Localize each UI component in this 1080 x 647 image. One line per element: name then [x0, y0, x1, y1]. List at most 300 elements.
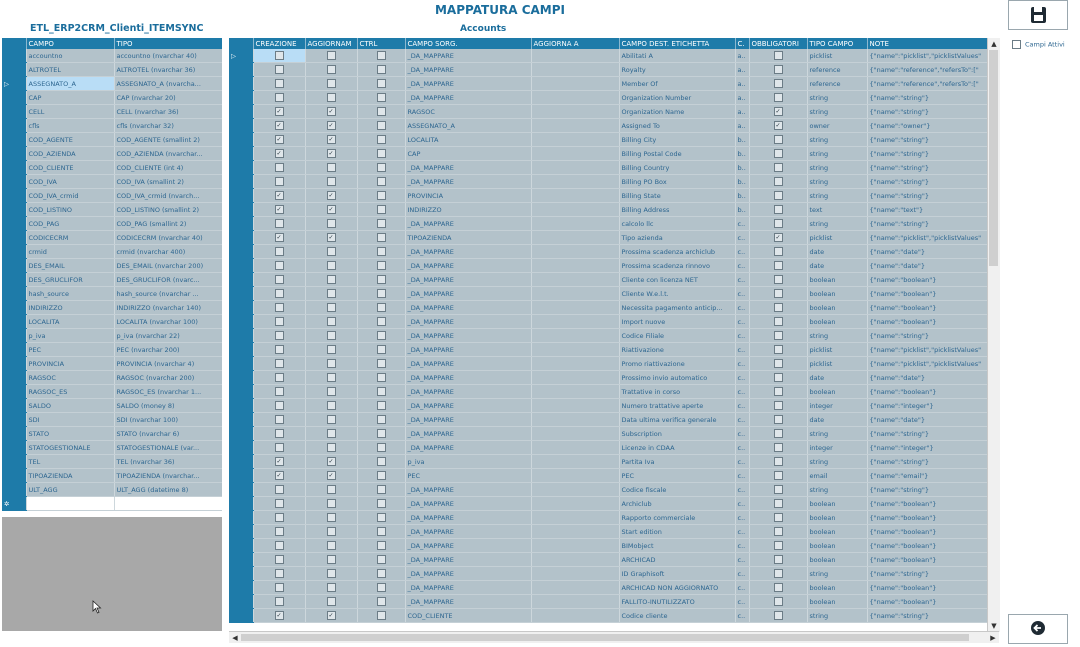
sorg-cell[interactable]: LOCALITA [405, 133, 531, 147]
dest-cell[interactable]: ARCHICAD [619, 553, 735, 567]
aggiornam-checkbox[interactable] [327, 163, 336, 172]
table-row[interactable] [229, 259, 987, 273]
sorg-cell[interactable]: _DA_MAPPARE [405, 399, 531, 413]
ctrl-checkbox[interactable] [377, 121, 386, 130]
tipo-cell[interactable]: boolean [807, 301, 867, 315]
creazione-checkbox[interactable]: ✓ [276, 612, 282, 619]
note-cell[interactable]: {"name":"string"} [867, 427, 987, 441]
ctrl-checkbox[interactable] [377, 401, 386, 410]
creazione-checkbox[interactable] [275, 317, 284, 326]
aggiornam-checkbox[interactable] [327, 275, 336, 284]
campo-cell[interactable]: cfls [26, 119, 114, 133]
ctrl-checkbox[interactable] [377, 429, 386, 438]
sorg-cell[interactable]: _DA_MAPPARE [405, 329, 531, 343]
c-cell[interactable]: a.. [735, 63, 749, 77]
creazione-checkbox[interactable] [275, 373, 284, 382]
c-cell[interactable]: a.. [735, 77, 749, 91]
obbl-checkbox[interactable] [774, 65, 783, 74]
table-row[interactable] [229, 511, 987, 525]
row-indicator[interactable] [2, 105, 26, 119]
ctrl-checkbox[interactable] [377, 205, 386, 214]
dest-cell[interactable]: Archiclub [619, 497, 735, 511]
table-row[interactable] [229, 525, 987, 539]
row-indicator[interactable] [229, 231, 253, 245]
tipo-cell[interactable]: string [807, 455, 867, 469]
table-row[interactable] [229, 133, 987, 147]
note-cell[interactable]: {"name":"date"} [867, 259, 987, 273]
ctrl-checkbox[interactable] [377, 51, 386, 60]
row-indicator[interactable] [2, 259, 26, 273]
note-cell[interactable]: {"name":"boolean"} [867, 525, 987, 539]
aggiornam-checkbox[interactable] [327, 499, 336, 508]
sorg-cell[interactable]: _DA_MAPPARE [405, 161, 531, 175]
obbl-checkbox[interactable] [774, 443, 783, 452]
c-cell[interactable]: a.. [735, 91, 749, 105]
table-row[interactable] [2, 231, 222, 245]
campo-cell[interactable]: SALDO [26, 399, 114, 413]
new-row-indicator[interactable]: ✲ [2, 497, 26, 511]
tipo-cell[interactable]: RAGSOC_ES (nvarchar 1... [114, 385, 222, 399]
agg_a-cell[interactable] [531, 595, 619, 609]
tipo-cell[interactable]: CAP (nvarchar 20) [114, 91, 222, 105]
sorg-cell[interactable]: _DA_MAPPARE [405, 343, 531, 357]
c-cell[interactable]: c.. [735, 539, 749, 553]
row-indicator[interactable] [229, 119, 253, 133]
creazione-checkbox[interactable]: ✓ [276, 458, 282, 465]
row-indicator[interactable] [229, 511, 253, 525]
table-row[interactable] [229, 315, 987, 329]
tipo-cell[interactable]: ASSEGNATO_A (nvarcha... [114, 77, 222, 91]
note-cell[interactable]: {"name":"email"} [867, 469, 987, 483]
table-row[interactable] [2, 399, 222, 413]
table-row[interactable] [229, 203, 987, 217]
table-row[interactable] [229, 469, 987, 483]
agg_a-cell[interactable] [531, 427, 619, 441]
note-cell[interactable]: {"name":"picklist","picklistValues" [867, 357, 987, 371]
row-indicator[interactable] [2, 203, 26, 217]
table-row[interactable] [229, 119, 987, 133]
campo-cell[interactable]: PROVINCIA [26, 357, 114, 371]
ctrl-checkbox[interactable] [377, 177, 386, 186]
tipo-cell[interactable]: date [807, 413, 867, 427]
c-cell[interactable]: b.. [735, 147, 749, 161]
table-row[interactable] [229, 147, 987, 161]
aggiornam-checkbox[interactable] [327, 219, 336, 228]
sorg-cell[interactable]: _DA_MAPPARE [405, 413, 531, 427]
table-row[interactable] [2, 105, 222, 119]
c-cell[interactable]: c.. [735, 273, 749, 287]
ctrl-checkbox[interactable] [377, 65, 386, 74]
obbl-checkbox[interactable]: ✓ [775, 234, 781, 241]
ctrl-checkbox[interactable] [377, 373, 386, 382]
tipo-cell[interactable]: boolean [807, 385, 867, 399]
c-cell[interactable]: c.. [735, 483, 749, 497]
row-indicator[interactable] [2, 427, 26, 441]
dest-cell[interactable]: Cliente W.e.l.t. [619, 287, 735, 301]
note-cell[interactable]: {"name":"integer"} [867, 441, 987, 455]
campo-cell[interactable]: ULT_AGG [26, 483, 114, 497]
agg_a-cell[interactable] [531, 441, 619, 455]
tipo-cell[interactable]: string [807, 217, 867, 231]
table-row[interactable] [2, 455, 222, 469]
ctrl-checkbox[interactable] [377, 527, 386, 536]
sorg-cell[interactable]: _DA_MAPPARE [405, 371, 531, 385]
note-cell[interactable]: {"name":"string"} [867, 91, 987, 105]
c-cell[interactable]: c.. [735, 217, 749, 231]
row-indicator[interactable] [2, 175, 26, 189]
obbl-checkbox[interactable] [774, 205, 783, 214]
obbl-checkbox[interactable] [774, 289, 783, 298]
aggiornam-checkbox[interactable] [327, 415, 336, 424]
table-row[interactable] [2, 469, 222, 483]
sorg-cell[interactable]: INDIRIZZO [405, 203, 531, 217]
ctrl-checkbox[interactable] [377, 289, 386, 298]
aggiornam-checkbox[interactable] [327, 79, 336, 88]
tipo-cell[interactable]: picklist [807, 231, 867, 245]
table-row[interactable] [2, 273, 222, 287]
column-header[interactable]: NOTE [867, 38, 987, 49]
c-cell[interactable]: c.. [735, 497, 749, 511]
c-cell[interactable]: c.. [735, 301, 749, 315]
aggiornam-checkbox[interactable]: ✓ [328, 458, 334, 465]
sorg-cell[interactable]: _DA_MAPPARE [405, 175, 531, 189]
ctrl-checkbox[interactable] [377, 331, 386, 340]
row-indicator[interactable] [2, 63, 26, 77]
ctrl-checkbox[interactable] [377, 569, 386, 578]
note-cell[interactable]: {"name":"text"} [867, 203, 987, 217]
scroll-thumb[interactable] [241, 634, 969, 641]
obbl-checkbox[interactable] [774, 359, 783, 368]
tipo-cell[interactable]: STATOGESTIONALE (var... [114, 441, 222, 455]
dest-cell[interactable]: Data ultima verifica generale [619, 413, 735, 427]
dest-cell[interactable]: Codice Filiale [619, 329, 735, 343]
creazione-checkbox[interactable] [275, 275, 284, 284]
tipo-cell[interactable]: SALDO (money 8) [114, 399, 222, 413]
row-indicator[interactable] [229, 553, 253, 567]
row-indicator[interactable] [2, 343, 26, 357]
ctrl-checkbox[interactable] [377, 107, 386, 116]
tipo-cell[interactable]: string [807, 609, 867, 623]
note-cell[interactable]: {"name":"string"} [867, 567, 987, 581]
sorg-cell[interactable]: PROVINCIA [405, 189, 531, 203]
tipo-cell[interactable]: string [807, 329, 867, 343]
aggiornam-checkbox[interactable]: ✓ [328, 122, 334, 129]
tipo-cell[interactable]: string [807, 175, 867, 189]
dest-cell[interactable]: Cliente con licenza NET [619, 273, 735, 287]
sorg-cell[interactable]: COD_CLIENTE [405, 609, 531, 623]
obbl-checkbox[interactable] [774, 163, 783, 172]
row-indicator[interactable] [2, 441, 26, 455]
dest-cell[interactable]: Billing Address [619, 203, 735, 217]
sorg-cell[interactable]: _DA_MAPPARE [405, 511, 531, 525]
dest-cell[interactable]: FALLITO-INUTILIZZATO [619, 595, 735, 609]
table-row[interactable] [229, 189, 987, 203]
agg_a-cell[interactable] [531, 161, 619, 175]
creazione-checkbox[interactable] [275, 345, 284, 354]
creazione-checkbox[interactable] [275, 93, 284, 102]
obbl-checkbox[interactable] [774, 345, 783, 354]
obbl-checkbox[interactable] [774, 191, 783, 200]
c-cell[interactable]: b.. [735, 161, 749, 175]
note-cell[interactable]: {"name":"boolean"} [867, 301, 987, 315]
row-indicator[interactable] [229, 203, 253, 217]
table-row[interactable] [229, 343, 987, 357]
obbl-checkbox[interactable] [774, 401, 783, 410]
c-cell[interactable]: c.. [735, 609, 749, 623]
creazione-checkbox[interactable] [275, 583, 284, 592]
row-indicator[interactable] [229, 91, 253, 105]
sorg-cell[interactable]: _DA_MAPPARE [405, 525, 531, 539]
ctrl-checkbox[interactable] [377, 443, 386, 452]
ctrl-checkbox[interactable] [377, 261, 386, 270]
campo-cell[interactable]: CODICECRM [26, 231, 114, 245]
c-cell[interactable]: b.. [735, 189, 749, 203]
obbl-checkbox[interactable] [774, 149, 783, 158]
note-cell[interactable]: {"name":"string"} [867, 483, 987, 497]
aggiornam-checkbox[interactable] [327, 65, 336, 74]
tipo-cell[interactable]: integer [807, 441, 867, 455]
tipo-cell[interactable]: string [807, 147, 867, 161]
sorg-cell[interactable]: _DA_MAPPARE [405, 553, 531, 567]
agg_a-cell[interactable] [531, 343, 619, 357]
row-indicator[interactable] [2, 413, 26, 427]
campo-cell[interactable]: RAGSOC [26, 371, 114, 385]
tipo-cell[interactable]: INDIRIZZO (nvarchar 140) [114, 301, 222, 315]
aggiornam-checkbox[interactable]: ✓ [328, 136, 334, 143]
note-cell[interactable]: {"name":"boolean"} [867, 539, 987, 553]
obbl-checkbox[interactable] [774, 79, 783, 88]
creazione-checkbox[interactable] [275, 177, 284, 186]
ctrl-checkbox[interactable] [377, 79, 386, 88]
c-cell[interactable]: c.. [735, 245, 749, 259]
creazione-checkbox[interactable] [275, 527, 284, 536]
tipo-cell[interactable]: STATO (nvarchar 6) [114, 427, 222, 441]
aggiornam-checkbox[interactable] [327, 51, 336, 60]
sorg-cell[interactable]: _DA_MAPPARE [405, 595, 531, 609]
dest-cell[interactable]: Organization Name [619, 105, 735, 119]
sorg-cell[interactable]: _DA_MAPPARE [405, 245, 531, 259]
note-cell[interactable]: {"name":"boolean"} [867, 315, 987, 329]
new-row[interactable] [2, 497, 222, 511]
creazione-checkbox[interactable] [275, 415, 284, 424]
creazione-checkbox[interactable] [275, 303, 284, 312]
campo-cell[interactable]: TIPOAZIENDA [26, 469, 114, 483]
tipo-cell[interactable]: boolean [807, 287, 867, 301]
sorg-cell[interactable]: _DA_MAPPARE [405, 91, 531, 105]
creazione-checkbox[interactable] [275, 51, 284, 60]
scroll-left-icon[interactable]: ◀ [232, 634, 238, 642]
sorg-cell[interactable]: _DA_MAPPARE [405, 497, 531, 511]
ctrl-checkbox[interactable] [377, 93, 386, 102]
c-cell[interactable]: c.. [735, 553, 749, 567]
row-indicator[interactable] [229, 217, 253, 231]
tipo-cell[interactable]: boolean [807, 511, 867, 525]
row-indicator[interactable] [2, 301, 26, 315]
creazione-checkbox[interactable]: ✓ [276, 136, 282, 143]
scroll-right-icon[interactable]: ▶ [990, 634, 996, 642]
dest-cell[interactable]: Billing PO Box [619, 175, 735, 189]
obbl-checkbox[interactable] [774, 331, 783, 340]
tipo-cell[interactable]: string [807, 189, 867, 203]
save-button[interactable] [1008, 0, 1068, 30]
tipo-cell[interactable]: picklist [807, 343, 867, 357]
agg_a-cell[interactable] [531, 497, 619, 511]
row-indicator[interactable] [229, 301, 253, 315]
dest-cell[interactable]: Promo riattivazione [619, 357, 735, 371]
column-header[interactable]: TIPO CAMPO [807, 38, 867, 49]
ctrl-checkbox[interactable] [377, 219, 386, 228]
sorg-cell[interactable]: _DA_MAPPARE [405, 301, 531, 315]
c-cell[interactable]: c.. [735, 581, 749, 595]
table-row[interactable] [2, 161, 222, 175]
tipo-cell[interactable]: cfls (nvarchar 32) [114, 119, 222, 133]
ctrl-checkbox[interactable] [377, 541, 386, 550]
sorg-cell[interactable]: _DA_MAPPARE [405, 63, 531, 77]
creazione-checkbox[interactable] [275, 289, 284, 298]
dest-cell[interactable]: ID Graphisoft [619, 567, 735, 581]
tipo-cell[interactable]: hash_source (nvarchar ... [114, 287, 222, 301]
ctrl-checkbox[interactable] [377, 233, 386, 242]
sorg-cell[interactable]: RAGSOC [405, 105, 531, 119]
row-indicator[interactable] [229, 483, 253, 497]
tipo-cell[interactable]: reference [807, 77, 867, 91]
row-indicator[interactable] [229, 595, 253, 609]
obbl-checkbox[interactable] [774, 415, 783, 424]
sorg-cell[interactable]: PEC [405, 469, 531, 483]
row-indicator[interactable] [229, 427, 253, 441]
tipo-cell[interactable]: boolean [807, 595, 867, 609]
sorg-cell[interactable]: _DA_MAPPARE [405, 49, 531, 63]
aggiornam-checkbox[interactable]: ✓ [328, 192, 334, 199]
tipo-cell[interactable]: crmid (nvarchar 400) [114, 245, 222, 259]
dest-cell[interactable]: Import nuove [619, 315, 735, 329]
aggiornam-checkbox[interactable] [327, 93, 336, 102]
creazione-checkbox[interactable] [275, 247, 284, 256]
aggiornam-checkbox[interactable] [327, 583, 336, 592]
table-row[interactable] [2, 301, 222, 315]
tipo-cell[interactable]: string [807, 133, 867, 147]
c-cell[interactable]: c.. [735, 413, 749, 427]
dest-cell[interactable]: Numero trattative aperte [619, 399, 735, 413]
dest-cell[interactable]: BIMobject [619, 539, 735, 553]
ctrl-checkbox[interactable] [377, 415, 386, 424]
aggiornam-checkbox[interactable] [327, 429, 336, 438]
note-cell[interactable]: {"name":"reference","refersTo":[" [867, 77, 987, 91]
tipo-cell[interactable]: string [807, 91, 867, 105]
agg_a-cell[interactable] [531, 385, 619, 399]
table-row[interactable] [229, 441, 987, 455]
row-indicator[interactable] [2, 147, 26, 161]
note-cell[interactable]: {"name":"string"} [867, 217, 987, 231]
obbl-checkbox[interactable] [774, 51, 783, 60]
campo-cell[interactable]: PEC [26, 343, 114, 357]
sorg-cell[interactable]: _DA_MAPPARE [405, 287, 531, 301]
column-header[interactable]: OBBLIGATORI [749, 38, 807, 49]
campo-cell[interactable]: ASSEGNATO_A [26, 77, 114, 91]
creazione-checkbox[interactable] [275, 485, 284, 494]
campo-cell[interactable]: CELL [26, 105, 114, 119]
tipo-cell[interactable]: string [807, 105, 867, 119]
table-row[interactable] [2, 483, 222, 497]
scroll-thumb[interactable] [989, 50, 998, 266]
table-row[interactable] [229, 427, 987, 441]
note-cell[interactable]: {"name":"date"} [867, 413, 987, 427]
creazione-checkbox[interactable]: ✓ [276, 192, 282, 199]
sorg-cell[interactable]: _DA_MAPPARE [405, 539, 531, 553]
c-cell[interactable]: c.. [735, 315, 749, 329]
row-indicator[interactable] [229, 105, 253, 119]
table-row[interactable] [2, 91, 222, 105]
obbl-checkbox[interactable] [774, 317, 783, 326]
tipo-cell[interactable]: COD_IVA (smallint 2) [114, 175, 222, 189]
ctrl-checkbox[interactable] [377, 345, 386, 354]
tipo-cell[interactable]: picklist [807, 49, 867, 63]
tipo-cell[interactable]: COD_IVA_crmid (nvarch... [114, 189, 222, 203]
column-header[interactable]: CREAZIONE [253, 38, 305, 49]
creazione-checkbox[interactable]: ✓ [276, 108, 282, 115]
agg_a-cell[interactable] [531, 581, 619, 595]
note-cell[interactable]: {"name":"string"} [867, 133, 987, 147]
dest-cell[interactable]: Billing Country [619, 161, 735, 175]
table-row[interactable] [2, 245, 222, 259]
checkbox-box[interactable] [1012, 40, 1021, 49]
table-row[interactable] [229, 49, 987, 63]
note-cell[interactable]: {"name":"boolean"} [867, 581, 987, 595]
c-cell[interactable]: b.. [735, 203, 749, 217]
tipo-cell[interactable]: COD_AZIENDA (nvarchar... [114, 147, 222, 161]
c-cell[interactable]: c.. [735, 595, 749, 609]
tipo-cell[interactable]: DES_GRUCLIFOR (nvarc... [114, 273, 222, 287]
aggiornam-checkbox[interactable]: ✓ [328, 612, 334, 619]
creazione-checkbox[interactable]: ✓ [276, 122, 282, 129]
campo-cell[interactable]: INDIRIZZO [26, 301, 114, 315]
c-cell[interactable]: c.. [735, 385, 749, 399]
obbl-checkbox[interactable] [774, 373, 783, 382]
aggiornam-checkbox[interactable] [327, 597, 336, 606]
dest-cell[interactable]: Billing State [619, 189, 735, 203]
sorg-cell[interactable]: _DA_MAPPARE [405, 483, 531, 497]
creazione-checkbox[interactable] [275, 79, 284, 88]
row-indicator[interactable] [229, 245, 253, 259]
tipo-cell[interactable]: integer [807, 399, 867, 413]
row-indicator[interactable] [2, 189, 26, 203]
campo-cell[interactable]: p_iva [26, 329, 114, 343]
back-button[interactable] [1008, 614, 1068, 644]
creazione-checkbox[interactable] [275, 597, 284, 606]
aggiornam-checkbox[interactable] [327, 261, 336, 270]
sorg-cell[interactable]: _DA_MAPPARE [405, 315, 531, 329]
campo-cell[interactable]: LOCALITA [26, 315, 114, 329]
agg_a-cell[interactable] [531, 399, 619, 413]
row-indicator[interactable] [229, 441, 253, 455]
c-cell[interactable]: c.. [735, 427, 749, 441]
agg_a-cell[interactable] [531, 315, 619, 329]
sorg-cell[interactable]: TIPOAZIENDA [405, 231, 531, 245]
aggiornam-checkbox[interactable]: ✓ [328, 472, 334, 479]
creazione-checkbox[interactable]: ✓ [276, 234, 282, 241]
note-cell[interactable]: {"name":"picklist","picklistValues" [867, 343, 987, 357]
aggiornam-checkbox[interactable] [327, 443, 336, 452]
tipo-cell[interactable]: PEC (nvarchar 200) [114, 343, 222, 357]
tipo-cell[interactable]: date [807, 259, 867, 273]
row-indicator[interactable] [229, 175, 253, 189]
row-indicator[interactable] [2, 49, 26, 63]
campo-cell[interactable]: accountno [26, 49, 114, 63]
scroll-up-icon[interactable]: ▲ [991, 40, 997, 48]
column-header[interactable]: CAMPO SORG. [405, 38, 531, 49]
horizontal-scrollbar[interactable] [229, 631, 999, 643]
ctrl-checkbox[interactable] [377, 457, 386, 466]
